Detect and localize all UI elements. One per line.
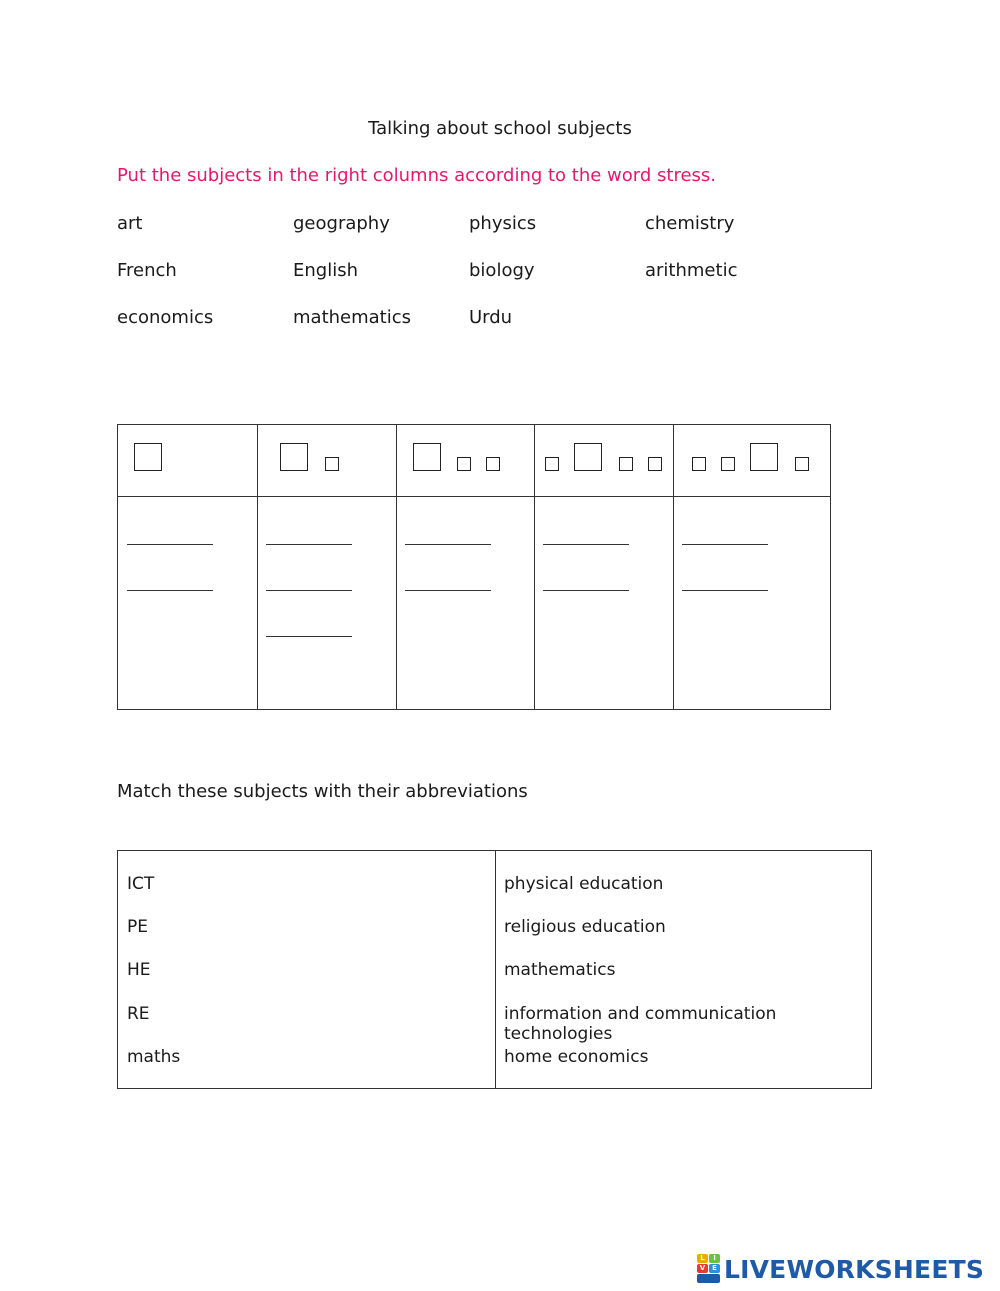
unstressed-syllable-box <box>721 457 735 471</box>
word-bank-item: chemistry <box>645 213 735 234</box>
subject-name-item[interactable]: mathematics <box>504 960 616 980</box>
column-divider <box>534 425 535 709</box>
word-bank-item: physics <box>469 213 537 234</box>
unstressed-syllable-box <box>486 457 500 471</box>
logo-icon: L I V E <box>697 1254 721 1284</box>
answer-blank[interactable] <box>405 590 491 591</box>
word-bank-item: mathematics <box>293 307 412 328</box>
answer-blank[interactable] <box>127 544 213 545</box>
unstressed-syllable-box <box>648 457 662 471</box>
subject-name-item[interactable]: physical education <box>504 874 664 894</box>
page-title: Talking about school subjects <box>368 118 632 139</box>
unstressed-syllable-box <box>692 457 706 471</box>
answer-blank[interactable] <box>266 544 352 545</box>
word-bank-item: French <box>117 260 177 281</box>
abbreviation-item[interactable]: RE <box>127 1004 150 1024</box>
answer-blank[interactable] <box>127 590 213 591</box>
abbreviation-item[interactable]: ICT <box>127 874 155 894</box>
logo-text: LIVEWORKSHEETS <box>724 1254 985 1284</box>
subject-name-item[interactable]: information and communication technologies <box>504 1004 777 1044</box>
stressed-syllable-box <box>574 443 602 471</box>
word-bank-item: art <box>117 213 143 234</box>
answer-blank[interactable] <box>405 544 491 545</box>
abbreviation-item[interactable]: PE <box>127 917 148 937</box>
subject-name-item[interactable]: religious education <box>504 917 666 937</box>
stressed-syllable-box <box>280 443 308 471</box>
stressed-syllable-box <box>750 443 778 471</box>
stressed-syllable-box <box>134 443 162 471</box>
subject-name-item[interactable]: home economics <box>504 1047 649 1067</box>
abbreviation-item[interactable]: HE <box>127 960 151 980</box>
word-bank-item: arithmetic <box>645 260 738 281</box>
word-bank-item: geography <box>293 213 390 234</box>
word-bank-item: Urdu <box>469 307 513 328</box>
answer-blank[interactable] <box>266 636 352 637</box>
stress-pattern-table <box>117 424 831 710</box>
column-divider <box>257 425 258 709</box>
stressed-syllable-box <box>413 443 441 471</box>
liveworksheets-logo <box>697 1252 984 1286</box>
unstressed-syllable-box <box>545 457 559 471</box>
unstressed-syllable-box <box>457 457 471 471</box>
answer-blank[interactable] <box>682 590 768 591</box>
word-bank-item: economics <box>117 307 214 328</box>
column-divider <box>495 851 496 1088</box>
abbreviation-item[interactable]: maths <box>127 1047 181 1067</box>
word-bank-item: English <box>293 260 358 281</box>
answer-blank[interactable] <box>266 590 352 591</box>
answer-blank[interactable] <box>682 544 768 545</box>
instruction-text: Put the subjects in the right columns according to the word stress. <box>117 165 717 186</box>
match-heading: Match these subjects with their abbreviations <box>117 781 528 802</box>
answer-blank[interactable] <box>543 544 629 545</box>
column-divider <box>673 425 674 709</box>
word-bank-item: biology <box>469 260 535 281</box>
unstressed-syllable-box <box>325 457 339 471</box>
column-divider <box>396 425 397 709</box>
unstressed-syllable-box <box>795 457 809 471</box>
unstressed-syllable-box <box>619 457 633 471</box>
answer-blank[interactable] <box>543 590 629 591</box>
matching-table <box>117 850 872 1089</box>
